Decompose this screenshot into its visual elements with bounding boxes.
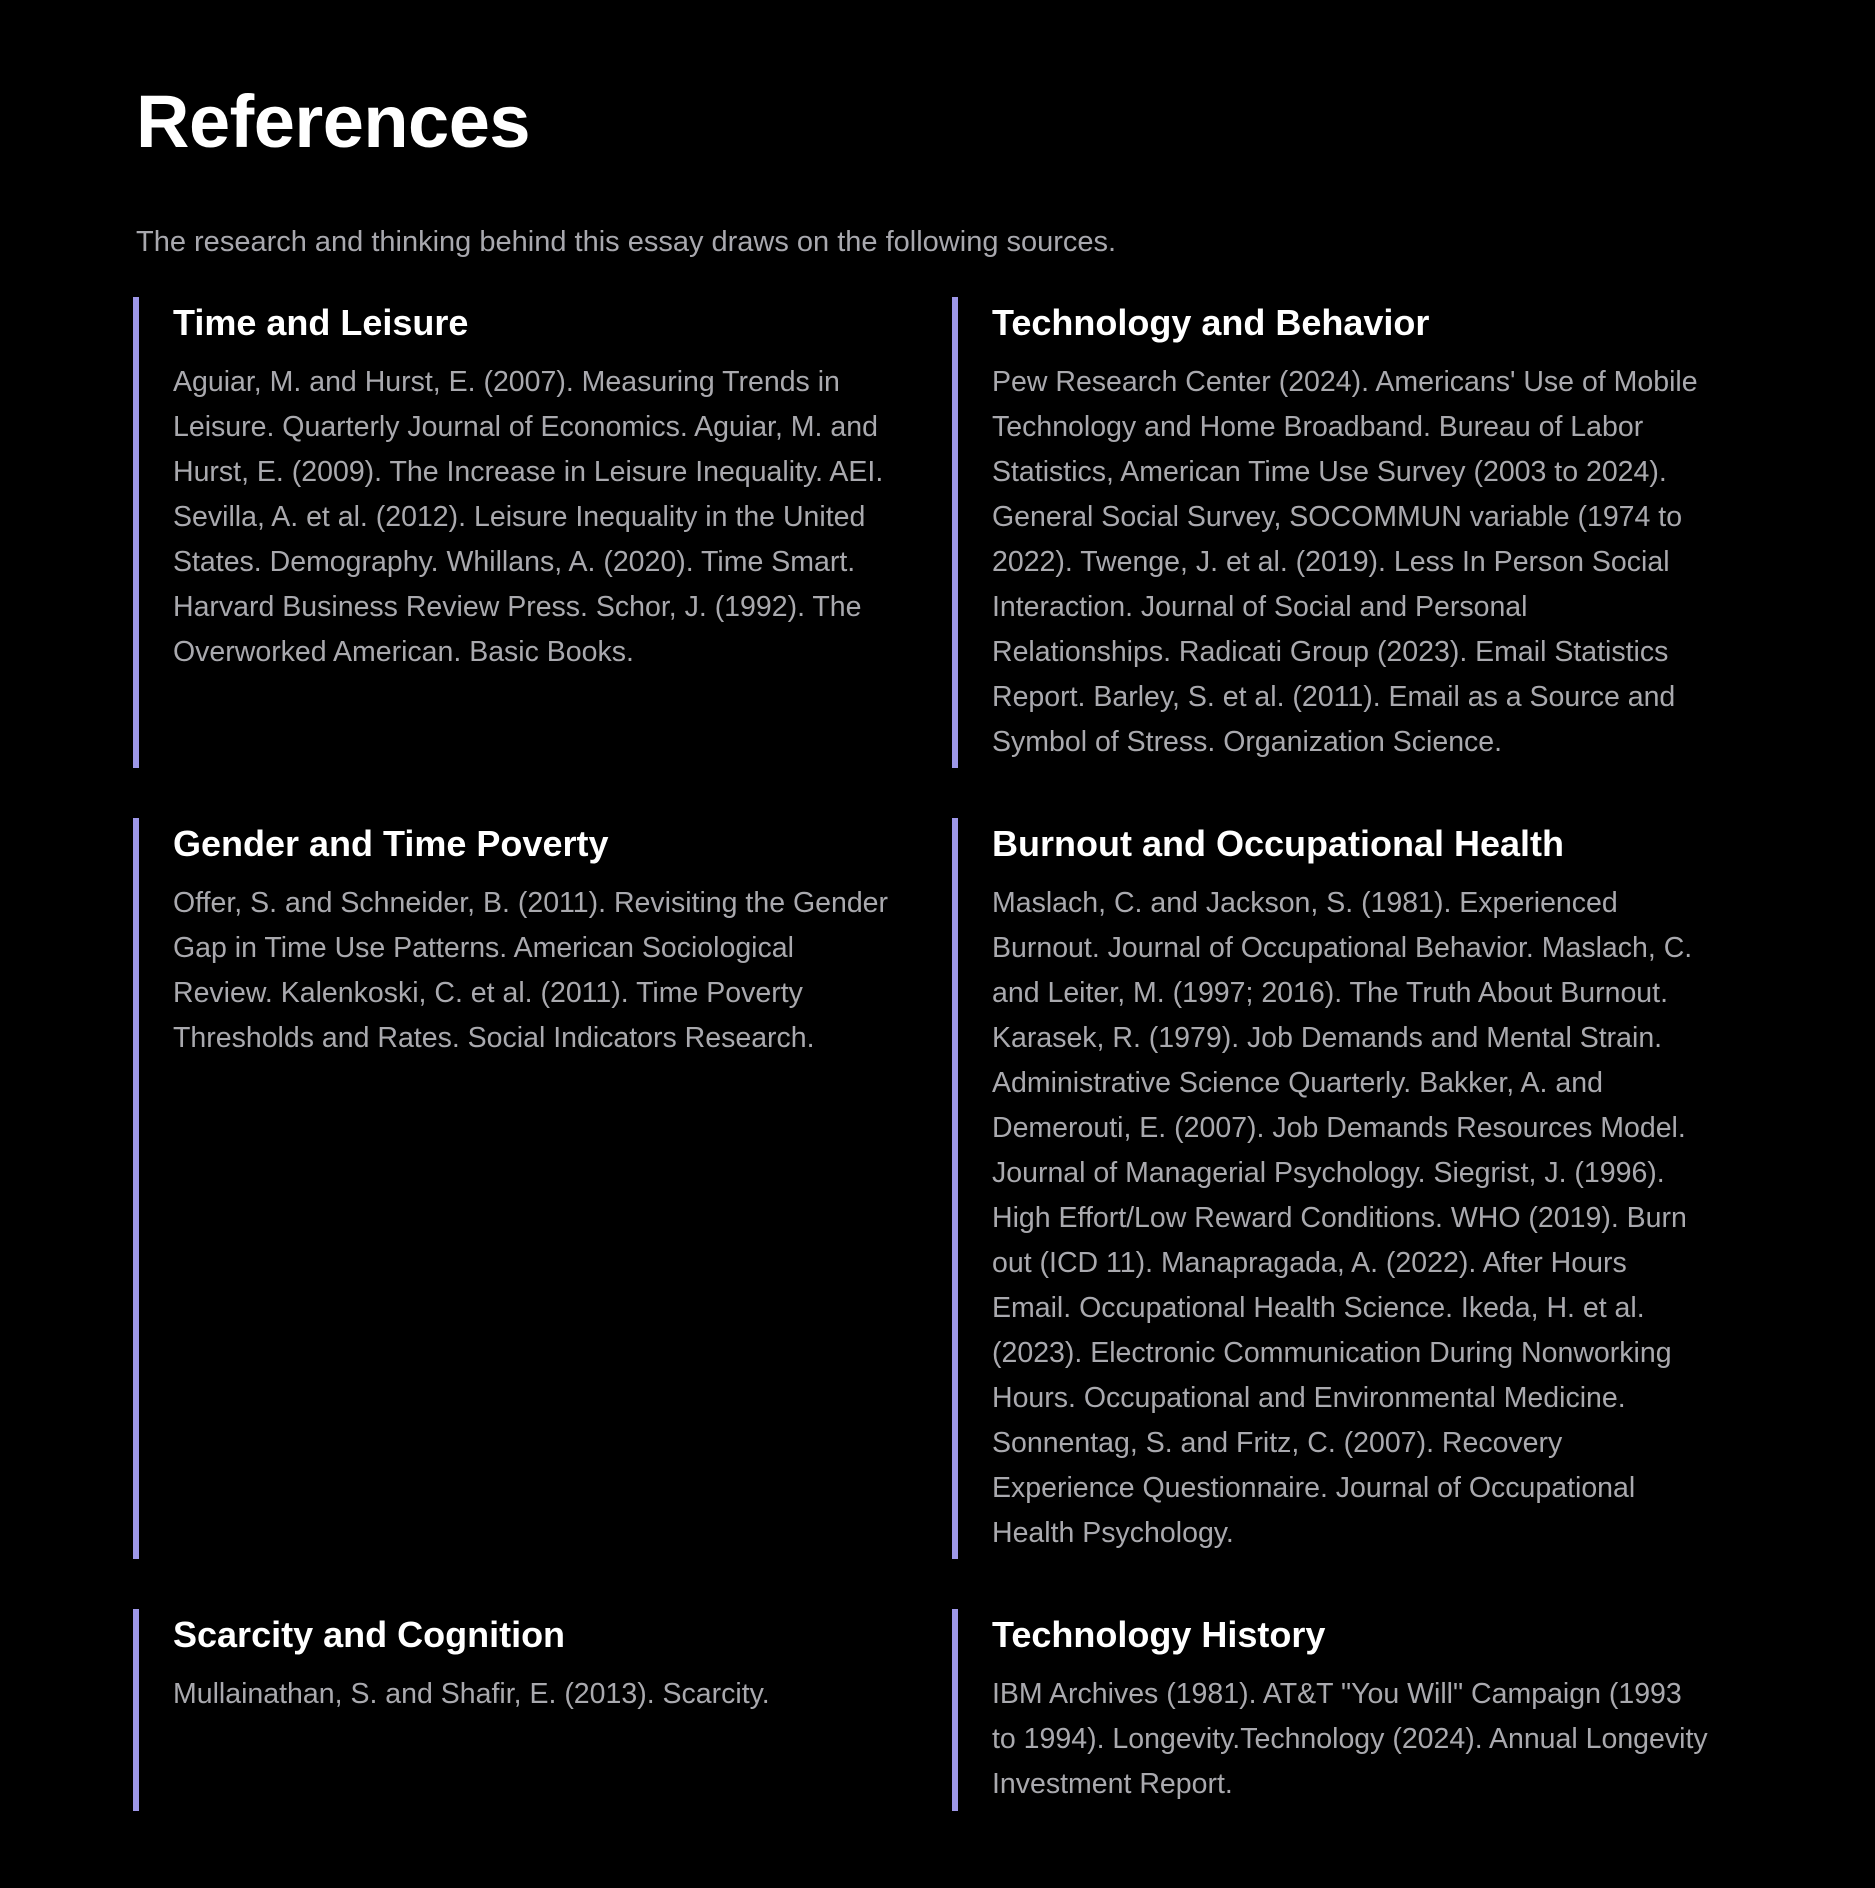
section-body: Mullainathan, S. and Shafir, E. (2013). Scarcity. — [173, 1678, 770, 1711]
reference-section-time-and-leisure — [133, 297, 899, 768]
page-intro: The research and thinking behind this essay draws on the following sources. — [136, 226, 1117, 258]
reference-section-technology-history — [952, 1609, 1718, 1811]
section-body: Pew Research Center (2024). Americans' Use of Mobile Technology and Home Broadband. Bureau of Labor Statistics, American Time Use Survey (2003 to 2024). General Social Survey, SOCOMMUN variable (1974 to 2022). Twenge, J. et al. (2019). Less In Person Social Interaction. Journal of Social and Personal Relationships. Radicati Group (2023). Email Statistics Report. Barley, S. et al. (2011). Email as a Source and Symbol of Stress. Organization Science. — [992, 366, 1698, 759]
page-title: References — [136, 80, 531, 163]
section-title: Scarcity and Cognition — [173, 1614, 566, 1655]
reference-section-gender-and-time-poverty — [133, 818, 899, 1559]
section-title: Time and Leisure — [173, 302, 469, 343]
section-body: Offer, S. and Schneider, B. (2011). Revisiting the Gender Gap in Time Use Patterns. American Sociological Review. Kalenkoski, C. et al. (2011). Time Poverty Thresholds and Rates. Social Indicators Research. — [173, 887, 889, 1055]
reference-section-technology-and-behavior — [952, 297, 1718, 768]
section-body: IBM Archives (1981). AT&T "You Will" Campaign (1993 to 1994). Longevity.Technology (2024). Annual Longevity Investment Report. — [992, 1678, 1708, 1801]
section-body: Aguiar, M. and Hurst, E. (2007). Measuring Trends in Leisure. Quarterly Journal of Economics. Aguiar, M. and Hurst, E. (2009). The Increase in Leisure Inequality. AEI. Sevilla, A. et al. (2012). Leisure Inequality in the United States. Demography. Whillans, A. (2020). Time Smart. Harvard Business Review Press. Schor, J. (1992). The Overworked American. Basic Books. — [173, 366, 884, 669]
reference-section-burnout-and-occupational-health — [952, 818, 1718, 1559]
section-title: Technology and Behavior — [992, 302, 1430, 343]
section-title: Gender and Time Poverty — [173, 823, 609, 864]
reference-grid — [133, 297, 1739, 1811]
section-title: Technology History — [992, 1614, 1326, 1655]
section-title: Burnout and Occupational Health — [992, 823, 1565, 864]
reference-section-scarcity-and-cognition — [133, 1609, 899, 1811]
section-body: Maslach, C. and Jackson, S. (1981). Experienced Burnout. Journal of Occupational Behavior. Maslach, C. and Leiter, M. (1997; 2016). The Truth About Burnout. Karasek, R. (1979). Job Demands and Mental Strain. Administrative Science Quarterly. Bakker, A. and Demerouti, E. (2007). Job Demands Resources Model. Journal of Managerial Psychology. Siegrist, J. (1996). High Effort/Low Reward Conditions. WHO (2019). Burn out (ICD 11). Manapragada, A. (2022). After Hours Email. Occupational Health Science. Ikeda, H. et al. (2023). Electronic Communication During Nonworking Hours. Occupational and Environmental Medicine. Sonnentag, S. and Fritz, C. (2007). Recovery Experience Questionnaire. Journal of Occupational Health Psychology. — [992, 887, 1693, 1550]
